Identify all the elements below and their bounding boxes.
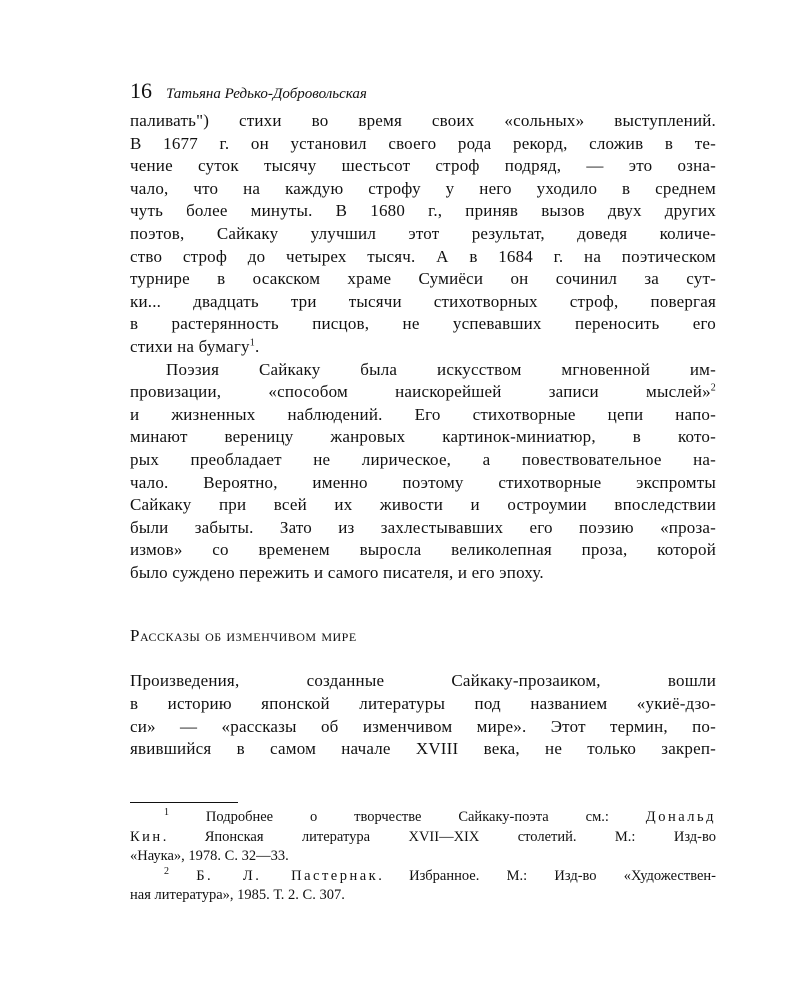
running-head <box>130 78 716 110</box>
book-page <box>130 78 716 761</box>
footnote-divider <box>130 802 238 803</box>
footnote-1 <box>130 808 716 867</box>
text-line: Произведения, созданные Сайкаку-прозаиком, вошли <box>130 671 716 691</box>
text-line: паливать") стихи во время своих «сольных» выступлений. <box>130 111 716 130</box>
footnote-mark: 1 <box>164 807 169 819</box>
footnote-author: Кин <box>130 828 163 845</box>
text-line: В 1677 г. он установил своего рода рекорд, сложив в те- <box>130 133 716 153</box>
footnote-line: ная литература», 1985. Т. 2. С. 307. <box>130 887 345 903</box>
text-line: в историю японской литературы под названием «укиё-дзо- <box>130 694 716 714</box>
paragraph-3 <box>130 670 716 760</box>
footnote-ref-1[interactable]: 1 <box>249 337 255 349</box>
footnote-line <box>130 808 716 828</box>
line-text: . <box>254 336 260 356</box>
text-line: турнире в осакском храме Сумиёси он сочинил за сут- <box>130 269 716 289</box>
text-line: были забыты. Зато из захлестывавших его поэзию «проза- <box>130 517 716 537</box>
text-line: измов» со временем выросла великолепная проза, которой <box>130 540 716 560</box>
footnote-author: Б. Л. Пастернак <box>196 867 379 884</box>
text-line: поэтов, Сайкаку улучшил этот результат, доведя количе- <box>130 223 716 243</box>
text-line: чуть более минуты. В 1680 г., приняв вызов двух других <box>130 201 716 221</box>
paragraph-1 <box>130 110 716 359</box>
text-line: и жизненных наблюдений. Его стихотворные цепи напо- <box>130 404 716 424</box>
footnote-text: Подробнее о творчестве Сайкаку-поэта см.: <box>205 809 646 825</box>
footnote-2 <box>130 867 716 906</box>
footnote-line: «Наука», 1978. С. 32—33. <box>130 848 289 864</box>
footnotes <box>130 808 716 906</box>
text-line: чало, что на каждую строфу у него уходило в среднем <box>130 178 716 198</box>
footnote-line <box>130 867 716 887</box>
footnote-line <box>130 828 716 848</box>
text-line <box>130 336 716 359</box>
section-heading: Рассказы об изменчивом мире <box>130 626 357 646</box>
footnote-mark: 2 <box>164 865 169 877</box>
text-line: ки... двадцать три тысячи стихотворных строф, повергая <box>130 291 716 311</box>
text-line: Поэзия Сайкаку была искусством мгновенной им- <box>166 359 716 379</box>
footnote-text: . Избранное. М.: Изд-во «Художествен- <box>378 867 716 884</box>
text-line: чало. Вероятно, именно поэтому стихотворные экспромты <box>130 472 716 492</box>
text-line: явившийся в самом начале XVIII века, не только закреп- <box>130 739 716 759</box>
footnote-ref-2[interactable]: 2 <box>710 382 716 394</box>
page-number: 16 <box>130 78 152 103</box>
text-line: было суждено пережить и самого писателя, и его эпоху. <box>130 562 544 582</box>
text-line: в растерянность писцов, не успевавших переносить его <box>130 314 716 334</box>
text-line: рых преобладает не лирическое, а повествовательное на- <box>130 449 716 469</box>
text-line: минают вереницу жанровых картинок-миниатюр, в кото- <box>130 427 716 447</box>
footnote-author: Дональд <box>645 809 716 825</box>
running-head-author: Татьяна Редько-Добровольская <box>166 86 367 102</box>
text-line: чение суток тысячу шестьсот строф подряд, — это озна- <box>130 156 716 176</box>
footnote-text: . Японская литература XVII—XIX столетий. М.: Изд-во <box>162 828 716 845</box>
line-text: провизации, «способом наискорейшей записи мыслей» <box>130 382 711 402</box>
text-line: ство строф до четырех тысяч. А в 1684 г. на поэтическом <box>130 246 716 266</box>
text-line: Сайкаку при всей их живости и остроумии впоследствии <box>130 495 716 515</box>
text-line <box>130 381 716 404</box>
line-text: стихи на бумагу <box>130 336 250 356</box>
text-line: си» — «рассказы об изменчивом мире». Этот термин, по- <box>130 716 716 736</box>
paragraph-2 <box>130 359 716 585</box>
